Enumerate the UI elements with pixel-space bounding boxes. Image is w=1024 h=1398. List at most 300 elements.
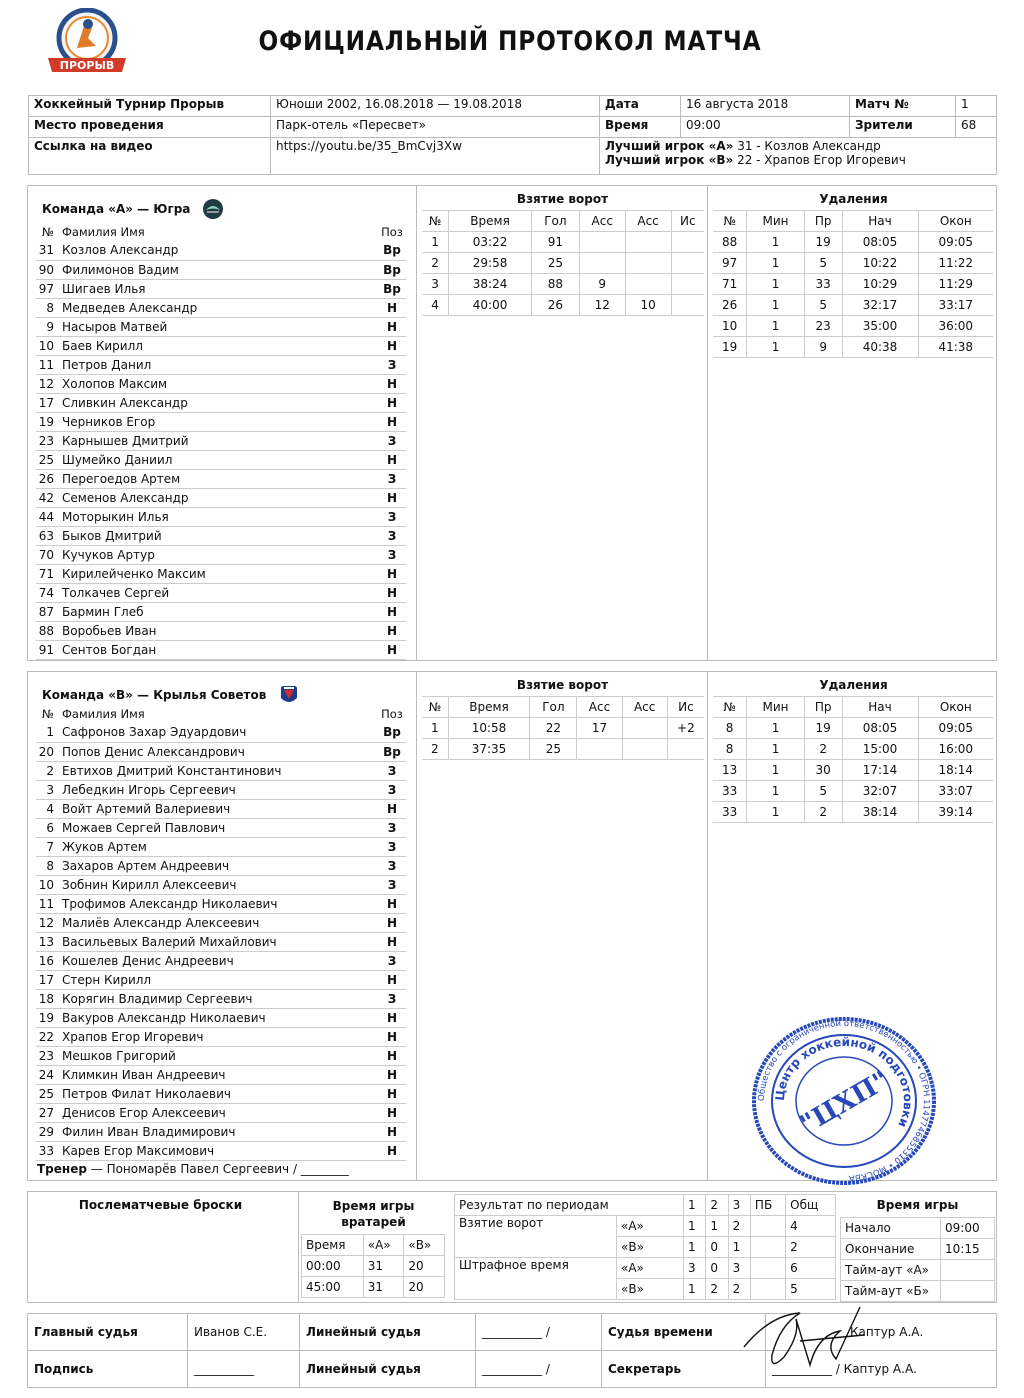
roster-row — [36, 1065, 406, 1084]
roster-row — [36, 951, 406, 970]
player-position: З — [378, 875, 406, 894]
goalie-time-table — [301, 1234, 445, 1298]
roster-row — [36, 374, 406, 393]
roster-row — [36, 1046, 406, 1065]
roster-row — [36, 894, 406, 913]
main-referee-value: Иванов С.Е. — [188, 1314, 300, 1351]
team-a-title: Команда «А» — Югра — [42, 202, 191, 216]
team-a-goals-title: Взятие ворот — [516, 192, 609, 206]
game-time-row — [841, 1239, 995, 1260]
player-number: 29 — [36, 1122, 60, 1141]
grid-row — [713, 781, 993, 802]
grid-cell: 40:00 — [449, 295, 532, 316]
player-number: 17 — [36, 393, 60, 412]
player-name: Карнышев Дмитрий — [60, 431, 378, 450]
player-number: 25 — [36, 1084, 60, 1103]
team-b-penalties-table — [713, 696, 993, 823]
shootout-title: Послематчевые броски — [78, 1198, 243, 1212]
player-position: Н — [378, 913, 406, 932]
grid-cell: 16:00 — [918, 739, 993, 760]
player-position: З — [378, 507, 406, 526]
goals-row-label: Взятие ворот — [455, 1216, 617, 1258]
goals-b-so — [750, 1237, 785, 1258]
page-title: ОФИЦИАЛЬНЫЙ ПРОТОКОЛ МАТЧА — [258, 26, 762, 57]
player-position: Н — [378, 1046, 406, 1065]
roster-row — [36, 761, 406, 780]
grid-cell: 11:29 — [918, 274, 993, 295]
grid-cell: 9 — [579, 274, 625, 295]
player-position: З — [378, 469, 406, 488]
roster-row — [36, 1103, 406, 1122]
grid-cell: 40:38 — [842, 337, 918, 358]
team-b-goals-section — [416, 672, 707, 1180]
roster-row — [36, 412, 406, 431]
team-a-panel — [27, 185, 997, 661]
grid-cell — [622, 718, 667, 739]
date-value: 16 августа 2018 — [681, 96, 850, 117]
grid-cell — [671, 274, 704, 295]
player-position: Н — [378, 1141, 406, 1160]
player-position: Н — [378, 564, 406, 583]
roster-row — [36, 507, 406, 526]
roster-row — [36, 837, 406, 856]
player-number: 20 — [36, 742, 60, 761]
roster-row — [36, 913, 406, 932]
player-name: Баев Кирилл — [60, 336, 378, 355]
player-number: 27 — [36, 1103, 60, 1122]
grid-header: Окон — [918, 211, 993, 232]
best-players — [600, 138, 997, 175]
roster-row — [36, 393, 406, 412]
spectators-value: 68 — [956, 117, 997, 138]
grid-header: Асс — [625, 211, 671, 232]
player-name: Евтихов Дмитрий Константинович — [60, 761, 378, 780]
game-time-label: Окончание — [841, 1239, 941, 1260]
player-position: Н — [378, 621, 406, 640]
video-label: Ссылка на видео — [29, 138, 271, 175]
grid-cell: 22 — [530, 718, 577, 739]
player-number: 9 — [36, 317, 60, 336]
player-number: 19 — [36, 1008, 60, 1027]
roster-row — [36, 1008, 406, 1027]
grid-cell: 10:22 — [842, 253, 918, 274]
player-name: Малиёв Александр Алексеевич — [60, 913, 378, 932]
game-time-label: Тайм-аут «А» — [841, 1260, 941, 1281]
player-name: Бармин Глеб — [60, 602, 378, 621]
goals-b-p2: 0 — [706, 1237, 728, 1258]
grid-cell — [671, 253, 704, 274]
grid-cell: 38:14 — [842, 802, 918, 823]
player-name: Жуков Артем — [60, 837, 378, 856]
game-time-table — [840, 1217, 995, 1302]
timekeeper-value: Каптур А.А. — [766, 1314, 997, 1351]
venue-label: Место проведения — [29, 117, 271, 138]
roster-row — [36, 450, 406, 469]
grid-cell: 2 — [804, 739, 842, 760]
grid-cell — [671, 232, 704, 253]
player-number: 90 — [36, 260, 60, 279]
grid-cell: 1 — [422, 232, 449, 253]
coach-value: — Пономарёв Павел Сергеевич / ________ — [86, 1162, 349, 1176]
grid-cell: 09:05 — [918, 232, 993, 253]
game-time-row — [841, 1260, 995, 1281]
grid-header: Нач — [842, 697, 918, 718]
pim-row-label: Штрафное время — [455, 1258, 617, 1300]
player-name: Козлов Александр — [60, 241, 378, 260]
logo-text: ПРОРЫВ — [59, 59, 115, 72]
goalie-time-row — [302, 1256, 445, 1277]
grid-cell: 10:29 — [842, 274, 918, 295]
team-b-penalties-title: Удаления — [819, 678, 888, 692]
grid-cell: 1 — [747, 802, 805, 823]
player-name: Попов Денис Александрович — [60, 742, 378, 761]
player-name: Можаев Сергей Павлович — [60, 818, 378, 837]
pim-a-total: 6 — [786, 1258, 836, 1279]
spectators-label: Зрители — [850, 117, 956, 138]
col-name: Фамилия Имя — [62, 706, 145, 721]
tournament-label: Хоккейный Турнир Прорыв — [29, 96, 271, 117]
player-position: Н — [378, 1084, 406, 1103]
grid-cell: 1 — [747, 781, 805, 802]
grid-row — [713, 760, 993, 781]
roster-row — [36, 241, 406, 260]
roster-row — [36, 1122, 406, 1141]
pim-a-p2: 0 — [706, 1258, 728, 1279]
player-name: Денисов Егор Алексеевич — [60, 1103, 378, 1122]
player-position: Н — [378, 799, 406, 818]
grid-cell: 25 — [530, 739, 577, 760]
player-name: Захаров Артем Андреевич — [60, 856, 378, 875]
player-number: 8 — [36, 856, 60, 875]
goals-a-so — [750, 1216, 785, 1237]
player-name: Кошелев Денис Андреевич — [60, 951, 378, 970]
player-position: Н — [378, 317, 406, 336]
date-label: Дата — [600, 96, 681, 117]
grid-cell: 1 — [747, 316, 805, 337]
grid-header: № — [713, 211, 747, 232]
secretary-value: __________ / Каптур А.А. — [766, 1351, 997, 1388]
player-position: Н — [378, 488, 406, 507]
grid-cell: 2 — [804, 802, 842, 823]
grid-cell — [577, 739, 622, 760]
player-position: Н — [378, 374, 406, 393]
tournament-logo — [44, 8, 130, 78]
player-name: Войт Артемий Валериевич — [60, 799, 378, 818]
period-head-total: Общ — [786, 1195, 836, 1216]
grid-cell: 33 — [804, 274, 842, 295]
team-a-goals-table — [422, 210, 704, 316]
grid-cell: 08:05 — [842, 232, 918, 253]
best-b-label: Лучший игрок «В» — [605, 153, 734, 167]
player-position: Н — [378, 412, 406, 431]
game-time-title: Время игры — [876, 1198, 959, 1212]
grid-row — [422, 232, 704, 253]
player-number: 19 — [36, 412, 60, 431]
organization-stamp — [750, 1017, 938, 1185]
player-position: Н — [378, 336, 406, 355]
grid-cell: 8 — [713, 739, 747, 760]
roster-row — [36, 545, 406, 564]
player-position: Н — [378, 1008, 406, 1027]
player-name: Толкачев Сергей — [60, 583, 378, 602]
game-time-label: Тайм-аут «Б» — [841, 1281, 941, 1302]
team-a-penalties-section — [707, 186, 998, 660]
grid-cell: 08:05 — [842, 718, 918, 739]
player-number: 23 — [36, 1046, 60, 1065]
time-value: 09:00 — [681, 117, 850, 138]
player-position: З — [378, 989, 406, 1008]
grid-cell: 17:14 — [842, 760, 918, 781]
roster-row — [36, 989, 406, 1008]
signature-value: __________ — [188, 1351, 300, 1388]
game-time-section — [838, 1192, 997, 1302]
grid-cell: 13 — [713, 760, 747, 781]
player-position: Н — [378, 393, 406, 412]
player-number: 44 — [36, 507, 60, 526]
line-referee-1-value: __________ / — [476, 1314, 602, 1351]
team-b-goals-table — [422, 696, 704, 760]
roster-row — [36, 640, 406, 659]
grid-cell: 3 — [422, 274, 449, 295]
grid-cell: 97 — [713, 253, 747, 274]
grid-cell: 4 — [422, 295, 449, 316]
pim-a-so — [750, 1258, 785, 1279]
grid-cell: 1 — [747, 232, 805, 253]
grid-header: Окон — [918, 697, 993, 718]
player-name: Холопов Максим — [60, 374, 378, 393]
player-number: 6 — [36, 818, 60, 837]
goals-b-p3: 1 — [728, 1237, 750, 1258]
player-name: Перегоедов Артем — [60, 469, 378, 488]
roster-row — [36, 621, 406, 640]
player-name: Петров Филат Николаевич — [60, 1084, 378, 1103]
grid-row — [713, 253, 993, 274]
match-number-label: Матч № — [850, 96, 956, 117]
player-number: 22 — [36, 1027, 60, 1046]
player-number: 13 — [36, 932, 60, 951]
grid-row — [422, 253, 704, 274]
player-name: Васильевых Валерий Михайлович — [60, 932, 378, 951]
team-a-label: «А» — [617, 1216, 684, 1237]
player-number: 24 — [36, 1065, 60, 1084]
player-position: Н — [378, 583, 406, 602]
game-time-row — [841, 1281, 995, 1302]
grid-header: Время — [448, 697, 530, 718]
roster-row — [36, 799, 406, 818]
col-name: Фамилия Имя — [62, 224, 145, 239]
player-number: 25 — [36, 450, 60, 469]
player-number: 7 — [36, 837, 60, 856]
player-position: З — [378, 355, 406, 374]
roster-row — [36, 780, 406, 799]
grid-cell: 09:05 — [918, 718, 993, 739]
grid-header: Пр — [804, 697, 842, 718]
player-position: З — [378, 761, 406, 780]
match-info-table — [28, 95, 997, 175]
player-position: З — [378, 837, 406, 856]
grid-cell: 19 — [804, 232, 842, 253]
goals-a-p2: 1 — [706, 1216, 728, 1237]
player-name: Сливкин Александр — [60, 393, 378, 412]
stamp-ring-text: Общество с ограниченной ответственностью • ОГРН 1147746855310 • МОСКВА — [756, 1018, 932, 1183]
grid-cell: 1 — [747, 337, 805, 358]
col-pos: Поз — [381, 706, 403, 721]
goals-a-p1: 1 — [684, 1216, 706, 1237]
grid-cell — [625, 232, 671, 253]
grid-cell — [625, 253, 671, 274]
player-name: Стерн Кирилл — [60, 970, 378, 989]
grid-row — [422, 739, 704, 760]
player-position: З — [378, 951, 406, 970]
roster-row — [36, 317, 406, 336]
periods-table — [454, 1194, 836, 1300]
grid-cell: 1 — [747, 295, 805, 316]
roster-row — [36, 431, 406, 450]
player-number: 10 — [36, 875, 60, 894]
player-number: 74 — [36, 583, 60, 602]
game-time-value — [941, 1260, 995, 1281]
grid-cell: 88 — [713, 232, 747, 253]
pim-b-p1: 1 — [684, 1279, 706, 1300]
grid-cell: 35:00 — [842, 316, 918, 337]
grid-cell: 10:58 — [448, 718, 530, 739]
goalie-time-row — [302, 1277, 445, 1298]
grid-cell: 88 — [532, 274, 580, 295]
roster-row — [36, 469, 406, 488]
tournament-value: Юноши 2002, 16.08.2018 — 19.08.2018 — [271, 96, 600, 117]
goalie-time-cell: 20 — [404, 1256, 445, 1277]
player-number: 23 — [36, 431, 60, 450]
goalie-time-cell: 00:00 — [302, 1256, 364, 1277]
grid-row — [713, 337, 993, 358]
grid-cell — [667, 739, 704, 760]
time-label: Время — [600, 117, 681, 138]
roster-row — [36, 932, 406, 951]
pim-b-so — [750, 1279, 785, 1300]
grid-header: № — [422, 697, 448, 718]
player-name: Семенов Александр — [60, 488, 378, 507]
team-a-goals-section — [416, 186, 707, 660]
grid-cell: 39:14 — [918, 802, 993, 823]
grid-cell — [671, 295, 704, 316]
grid-row — [713, 739, 993, 760]
period-head-so: ПБ — [750, 1195, 785, 1216]
grid-cell: 32:07 — [842, 781, 918, 802]
player-position: Н — [378, 1122, 406, 1141]
roster-row — [36, 488, 406, 507]
grid-cell: 17 — [577, 718, 622, 739]
player-name: Сентов Богдан — [60, 640, 378, 659]
goals-a-p3: 2 — [728, 1216, 750, 1237]
team-a-penalties-title: Удаления — [819, 192, 888, 206]
game-time-value: 10:15 — [941, 1239, 995, 1260]
team-b-title: Команда «В» — Крылья Советов — [42, 688, 267, 702]
roster-row — [36, 355, 406, 374]
roster-row — [36, 526, 406, 545]
goalie-time-header: Время — [302, 1235, 364, 1256]
roster-row — [36, 742, 406, 761]
player-position: Н — [378, 932, 406, 951]
goalie-time-cell: 31 — [363, 1277, 404, 1298]
player-number: 3 — [36, 780, 60, 799]
roster-row — [36, 336, 406, 355]
grid-cell: 9 — [804, 337, 842, 358]
goalie-time-cell: 20 — [404, 1277, 445, 1298]
timekeeper-label: Судья времени — [602, 1314, 766, 1351]
player-name: Кучуков Артур — [60, 545, 378, 564]
grid-header: Гол — [532, 211, 580, 232]
period-head-1: 1 — [684, 1195, 706, 1216]
grid-cell: 26 — [532, 295, 580, 316]
goals-a-total: 4 — [786, 1216, 836, 1237]
team-b-label: «В» — [617, 1237, 684, 1258]
roster-row — [36, 818, 406, 837]
grid-cell: 36:00 — [918, 316, 993, 337]
grid-cell: 12 — [579, 295, 625, 316]
player-name: Воробьев Иван — [60, 621, 378, 640]
player-position: З — [378, 526, 406, 545]
player-name: Вакуров Александр Николаевич — [60, 1008, 378, 1027]
roster-row — [36, 583, 406, 602]
player-position: Вр — [378, 241, 406, 260]
player-number: 88 — [36, 621, 60, 640]
video-link[interactable]: https://youtu.be/35_BmCvj3Xw — [271, 138, 600, 175]
player-number: 31 — [36, 241, 60, 260]
roster-row — [36, 1084, 406, 1103]
venue-value: Парк-отель «Пересвет» — [271, 117, 600, 138]
player-name: Сафронов Захар Эдуардович — [60, 723, 378, 742]
player-name: Моторыкин Илья — [60, 507, 378, 526]
player-name: Медведев Александр — [60, 298, 378, 317]
secretary-label: Секретарь — [602, 1351, 766, 1388]
grid-cell: 33:17 — [918, 295, 993, 316]
player-name: Насыров Матвей — [60, 317, 378, 336]
grid-header: Асс — [579, 211, 625, 232]
player-position: З — [378, 780, 406, 799]
goalie-time-title: Время игры вратарей — [332, 1199, 415, 1229]
grid-header: № — [713, 697, 747, 718]
grid-cell — [579, 253, 625, 274]
grid-cell: 8 — [713, 718, 747, 739]
grid-cell: 25 — [532, 253, 580, 274]
grid-header: Гол — [530, 697, 577, 718]
stamp-inner-text: Центр хоккейной подготовки — [772, 1034, 916, 1130]
grid-header: Пр — [804, 211, 842, 232]
grid-row — [422, 274, 704, 295]
player-number: 70 — [36, 545, 60, 564]
team-b-roster — [36, 704, 406, 1161]
grid-cell: 38:24 — [449, 274, 532, 295]
player-number: 18 — [36, 989, 60, 1008]
player-position: Н — [378, 450, 406, 469]
player-number: 26 — [36, 469, 60, 488]
periods-title: Результат по периодам — [455, 1195, 684, 1216]
line-referee-2-label: Линейный судья — [300, 1351, 476, 1388]
player-name: Шигаев Илья — [60, 279, 378, 298]
team-a-penalties-table — [713, 210, 993, 358]
grid-cell: 1 — [747, 739, 805, 760]
team-a-emblem-icon — [202, 198, 224, 220]
player-name: Зобнин Кирилл Алексеевич — [60, 875, 378, 894]
grid-header: Нач — [842, 211, 918, 232]
grid-row — [713, 316, 993, 337]
grid-row — [713, 802, 993, 823]
roster-row — [36, 260, 406, 279]
player-name: Шумейко Даниил — [60, 450, 378, 469]
grid-cell: 41:38 — [918, 337, 993, 358]
player-name: Карев Егор Максимович — [60, 1141, 378, 1160]
team-a-label: «А» — [617, 1258, 684, 1279]
